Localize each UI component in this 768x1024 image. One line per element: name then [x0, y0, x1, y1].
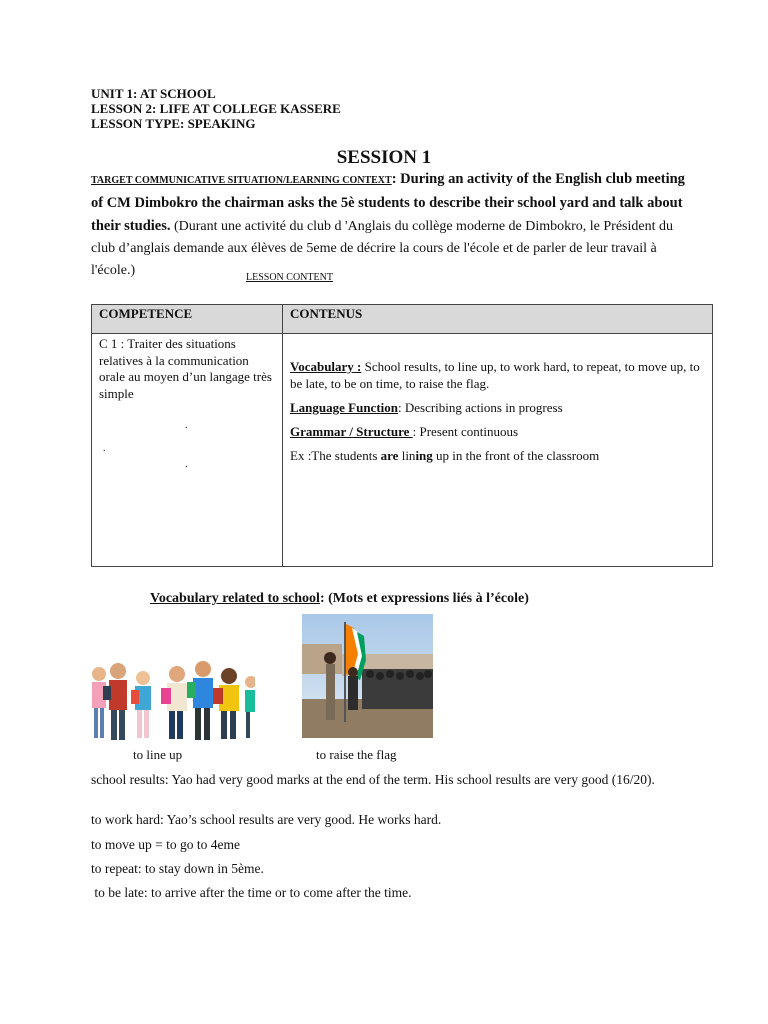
raising-flag-image — [302, 614, 433, 738]
example-line: Ex :The students are lining up in the front of the classroom — [290, 448, 600, 463]
language-function-line — [290, 399, 705, 416]
definition-be-late: to be late: to arrive after the time or to come after the time. — [91, 885, 412, 900]
col-header-competence: COMPETENCE — [92, 305, 283, 334]
lesson-type-heading: LESSON TYPE: SPEAKING — [91, 116, 256, 131]
grammar-label: Grammar / Structure — [290, 424, 413, 439]
dot-mark: . — [185, 459, 188, 470]
language-function-text: : Describing actions in progress — [398, 400, 563, 415]
vocabulary-section-title: Vocabulary related to school: (Mots et expressions liés à l’école) — [150, 591, 529, 606]
definition-repeat: to repeat: to stay down in 5ème. — [91, 861, 264, 876]
session-title: SESSION 1 — [336, 147, 432, 168]
dot-mark: . — [103, 443, 106, 454]
col-header-contenus: CONTENUS — [283, 305, 713, 334]
competence-cell — [92, 334, 283, 567]
vocabulary-label: Vocabulary : — [290, 359, 362, 374]
lesson-table — [91, 304, 713, 567]
context-french: (Durant une activité du club d 'Anglais du collège moderne de Dimbokro, le Président du club d’anglais demande aux élèves de 5eme de décrire la cours de l'école et de parler de leur travail à l'école.) — [91, 219, 674, 278]
lesson-content-label: LESSON CONTENT — [246, 272, 333, 283]
caption-raise-flag: to raise the flag — [316, 747, 397, 762]
dot-mark: . — [185, 420, 188, 431]
grammar-line — [290, 423, 705, 440]
definition-work-hard: to work hard: Yao’s school results are very good. He works hard. — [91, 812, 442, 827]
vocabulary-text: School results, to line up, to work hard, to repeat, to move up, to be late, to be on time, to raise the flag. — [290, 359, 700, 391]
context-english: : During an activity of the English club meeting of CM Dimbokro the chairman asks the 5è students to describe their school yard and talk about their studies. — [91, 171, 685, 234]
lesson-heading: LESSON 2: LIFE AT COLLEGE KASSERE — [91, 101, 341, 116]
unit-heading: UNIT 1: AT SCHOOL — [91, 86, 216, 101]
definition-move-up: to move up = to go to 4eme — [91, 837, 240, 852]
caption-line-up: to line up — [133, 747, 183, 762]
definition-school-results: school results: Yao had very good marks at the end of the term. His school results are very good (16/20). — [91, 772, 655, 787]
vocabulary-line — [290, 358, 705, 392]
context-label: TARGET COMMUNICATIVE SITUATION/LEARNING CONTEXT — [91, 175, 392, 186]
learning-context — [91, 168, 691, 282]
language-function-label: Language Function — [290, 400, 398, 415]
contenus-cell — [283, 334, 713, 567]
children-lining-up-image — [91, 660, 255, 742]
grammar-text: : Present continuous — [412, 424, 519, 439]
competence-text: C 1 : Traiter des situations relatives à la communication orale au moyen d’un langage très simple — [99, 336, 272, 401]
